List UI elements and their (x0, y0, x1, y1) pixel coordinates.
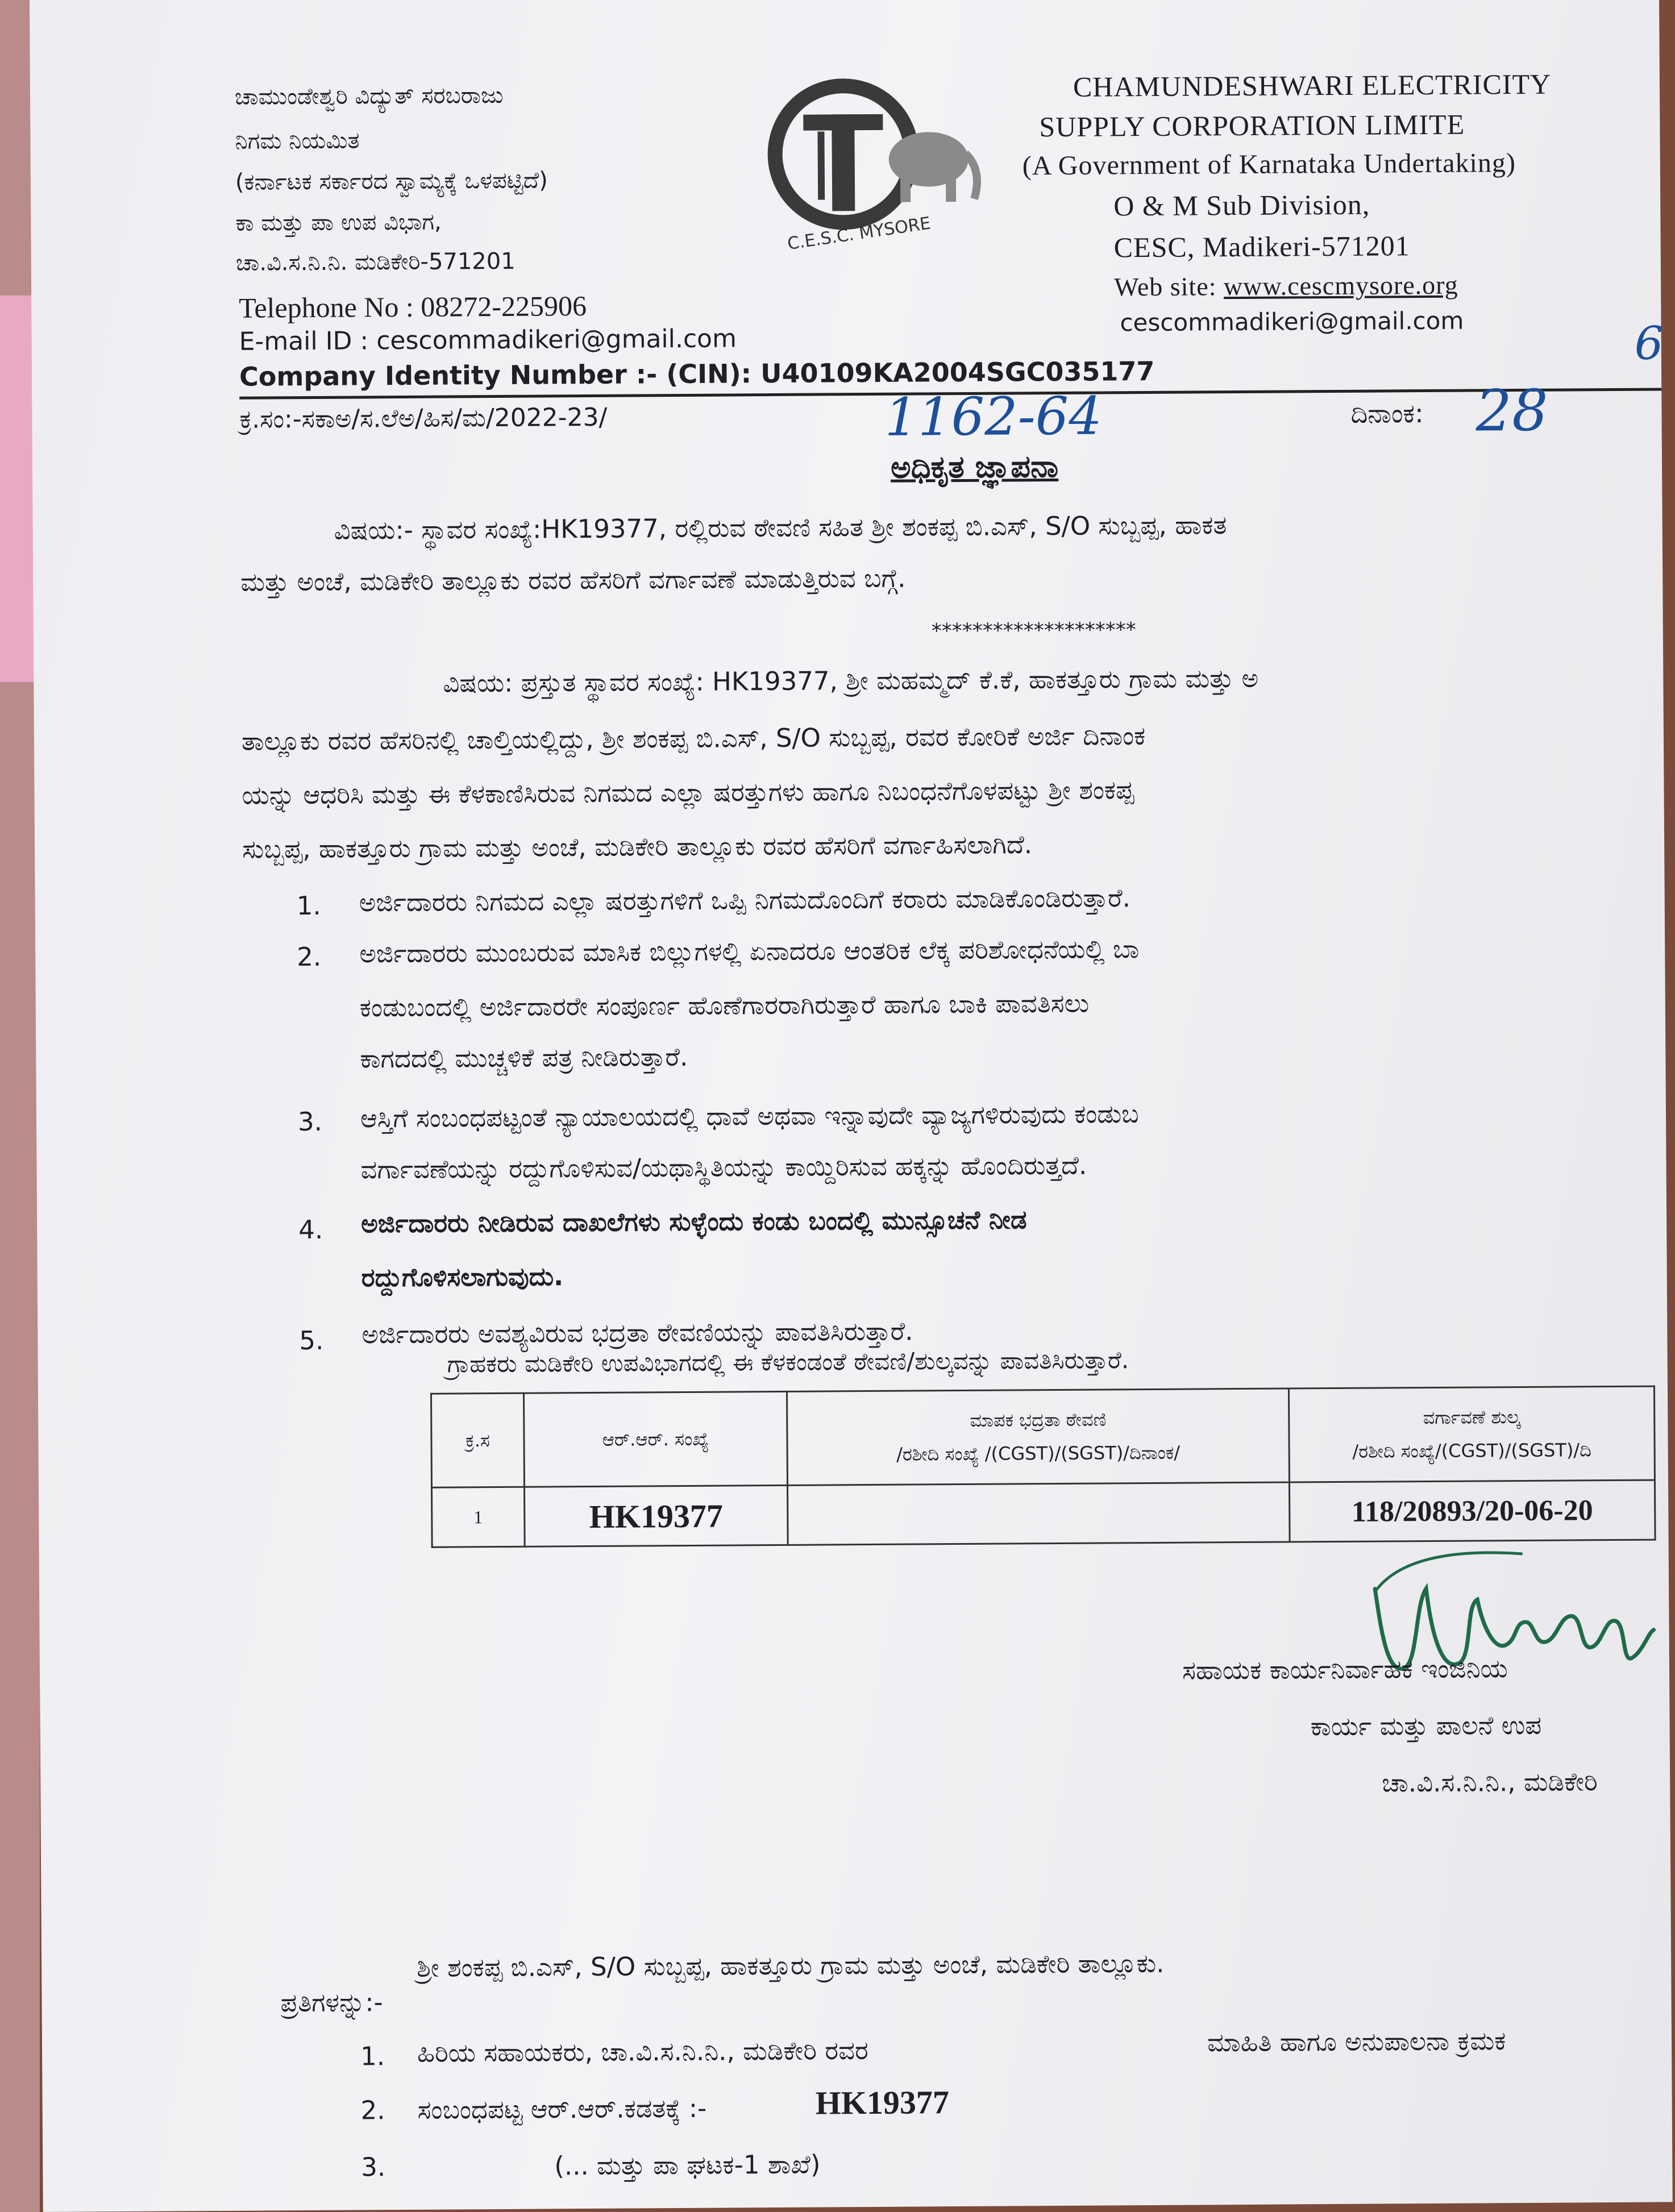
subject-line-1: ವಿಷಯ:- ಸ್ಥಾವರ ಸಂಖ್ಯೆ:HK19377, ರಲ್ಲಿರುವ ಠೇವಣಿ ಸಹಿತ ಶ್ರೀ ಶಂಕಪ್ಪ ಬಿ.ಎಸ್, S/O ಸುಬ್ಬಪ್ಪ, ಹಾಕತ (334, 510, 1227, 546)
payment-table (430, 1386, 1656, 1548)
email-left: E-mail ID : cescommadikeri@gmail.com (239, 324, 737, 356)
header-kn-line-2: ನಿಗಮ ನಿಯಮಿತ (235, 127, 360, 155)
header-en-line-3: (A Government of Karnataka Undertaking) (1022, 148, 1516, 181)
website-row (1114, 270, 1458, 302)
reference-number: ಕ್ರ.ಸಂ:-ಸಕಾಅ/ಸ.ಲೆಅ/ಹಿಸ/ಮ/2022-23/ (239, 402, 608, 434)
copy-3-number: 3. (361, 2152, 386, 2182)
website-label: Web site: (1113, 272, 1224, 302)
header-security-deposit-title: ಮಾಪಕ ಭದ್ರತಾ ಠೇವಣಿ (970, 1408, 1107, 1431)
handwritten-reference: 1162-64 (884, 385, 1103, 448)
condition-3-number: 3. (297, 1106, 323, 1137)
memo-title: ಅಧಿಕೃತ ಜ್ಞಾಪನಾ (890, 448, 1059, 485)
condition-2-number: 2. (297, 941, 322, 972)
header-transfer-fee-sub: /ರಶೀದಿ ಸಂಖ್ಯೆ/(CGST)/(SGST)/ದಿ (1352, 1439, 1591, 1462)
signatory-office: ಕಾರ್ಯ ಮತ್ತು ಪಾಲನೆ ಉಪ (1310, 1710, 1542, 1742)
header-sl-no: ಕ್ರ.ಸ (431, 1393, 524, 1487)
company-cin: Company Identity Number :- (CIN): U40109KA2004SGC035177 (239, 355, 1155, 392)
condition-4-line-2: ರದ್ದುಗೊಳಿಸಲಾಗುವುದು. (361, 1261, 564, 1293)
copy-1-number: 1. (360, 2041, 385, 2072)
signatory-designation: ಸಹಾಯಕ ಕಾರ್ಯನಿರ್ವಾಹಕ ಇಂಜಿನಿಯ (1182, 1653, 1508, 1686)
logo-text: C.E.S.C. MYSORE (786, 213, 932, 254)
condition-1-line-1: ಅರ್ಜಿದಾರರು ನಿಗಮದ ಎಲ್ಲಾ ಷರತ್ತುಗಳಿಗೆ ಒಪ್ಪಿ ನಿಗಮದೊಂದಿಗೆ ಕರಾರು ಮಾಡಿಕೊಂಡಿರುತ್ತಾರೆ. (359, 883, 1131, 918)
condition-5-number: 5. (299, 1325, 324, 1356)
date-label: ದಿನಾಂಕ: (1350, 398, 1424, 429)
para-line-3: ಯನ್ನು ಆಧರಿಸಿ ಮತ್ತು ಈ ಕೆಳಕಾಣಿಸಿರುವ ನಿಗಮದ ಎಲ್ಲಾ ಷರತ್ತುಗಳು ಹಾಗೂ ನಿಬಂಧನೆಗೊಳಪಟ್ಟು ಶ್ರೀ ಶಂಕಪ್ಪ (242, 775, 1134, 810)
document-page (30, 0, 1673, 2212)
condition-4-number: 4. (298, 1214, 323, 1245)
header-rr-number: ಆರ್.ಆರ್. ಸಂಖ್ಯೆ (523, 1391, 787, 1487)
cesc-logo (763, 73, 1009, 254)
header-kn-line-1: ಚಾಮುಂಡೇಶ್ವರಿ ವಿದ್ಯುತ್ ಸರಬರಾಜು (234, 82, 504, 110)
handwritten-date: 28 (1476, 377, 1549, 444)
header-transfer-fee-title: ವರ್ಗಾವಣೆ ಶುಲ್ಕ (1423, 1406, 1521, 1429)
header-kn-line-5: ಚಾ.ವಿ.ಸ.ನಿ.ನಿ. ಮಡಿಕೇರಿ-571201 (235, 248, 516, 276)
para-line-2: ತಾಲ್ಲೂಕು ರವರ ಹೆಸರಿನಲ್ಲಿ ಚಾಲ್ತಿಯಲ್ಲಿದ್ದು, ಶ್ರೀ ಶಂಕಪ್ಪ ಬಿ.ಎಸ್, S/O ಸುಬ್ಬಪ್ಪ, ರವರ ಕೋರಿಕೆ ಅರ್ಜಿ ದಿನಾಂಕ (241, 721, 1146, 756)
cell-transfer-fee: 118/20893/20-06-20 (1289, 1480, 1655, 1542)
condition-4-line-1: ಅರ್ಜಿದಾರರು ನೀಡಿರುವ ದಾಖಲೆಗಳು ಸುಳ್ಳೆಂದು ಕಂಡು ಬಂದಲ್ಲಿ ಮುನ್ಸೂಚನೆ ನೀಡ (361, 1204, 1027, 1239)
para-line-1: ವಿಷಯ: ಪ್ರಸ್ತುತ ಸ್ಥಾವರ ಸಂಖ್ಯೆ: HK19377, ಶ್ರೀ ಮಹಮ್ಮದ್ ಕೆ.ಕೆ, ಹಾಕತ್ತೂರು ಗ್ರಾಮ ಮತ್ತು ಅ (443, 663, 1259, 698)
header-en-line-1: CHAMUNDESHWARI ELECTRICITY (1073, 68, 1552, 103)
para-line-4: ಸುಬ್ಬಪ್ಪ, ಹಾಕತ್ತೂರು ಗ್ರಾಮ ಮತ್ತು ಅಂಚೆ, ಮಡಿಕೇರಿ ತಾಲ್ಲೂಕು ರವರ ಹೆಸರಿಗೆ ವರ್ಗಾಹಿಸಲಾಗಿದೆ. (242, 829, 1033, 864)
header-transfer-fee (1289, 1386, 1655, 1482)
cell-sl-no: 1 (432, 1487, 525, 1547)
telephone: Telephone No : 08272-225906 (239, 290, 587, 324)
website-link[interactable]: www.cescmysore.org (1223, 270, 1458, 301)
copy-2-text: ಹಿರಿಯ ಸಹಾಯಕರು, ಚಾ.ವಿ.ಸ.ನಿ.ನಿ., ಮಡಿಕೇರಿ ರವರ (417, 2035, 868, 2068)
cell-rr-number: HK19377 (524, 1485, 788, 1546)
header-kn-line-3: (ಕರ್ನಾಟಕ ಸರ್ಕಾರದ ಸ್ವಾಮ್ಯಕ್ಕೆ ಒಳಪಟ್ಟಿದೆ) (235, 167, 548, 196)
header-en-line-2: SUPPLY CORPORATION LIMITE (1039, 108, 1465, 143)
condition-2-line-1: ಅರ್ಜಿದಾರರು ಮುಂಬರುವ ಮಾಸಿಕ ಬಿಲ್ಲುಗಳಲ್ಲಿ ಏನಾದರೂ ಆಂತರಿಕ ಲೆಕ್ಕ ಪರಿಶೋಧನೆಯಲ್ಲಿ ಬಾ (359, 934, 1140, 969)
header-en-line-4: O & M Sub Division, (1113, 188, 1370, 222)
condition-2-line-3: ಕಾಗದದಲ್ಲಿ ಮುಚ್ಚಳಿಕೆ ಪತ್ರ ನೀಡಿರುತ್ತಾರೆ. (360, 1041, 688, 1074)
table-header-row (431, 1386, 1655, 1487)
condition-3-line-1: ಆಸ್ತಿಗೆ ಸಂಬಂಧಪಟ್ಟಂತೆ ನ್ಯಾಯಾಲಯದಲ್ಲಿ ಧಾವೆ ಅಥವಾ ಇನ್ನಾವುದೇ ವ್ಯಾಜ್ಯಗಳಿರುವುದು ಕಂಡುಬ (360, 1099, 1139, 1134)
condition-2-line-2: ಕಂಡುಬಂದಲ್ಲಿ ಅರ್ಜಿದಾರರೇ ಸಂಪೂರ್ಣ ಹೊಣೆಗಾರರಾಗಿರುತ್ತಾರೆ ಹಾಗೂ ಬಾಕಿ ಪಾವತಿಸಲು (359, 988, 1090, 1023)
copy-3-subline: (... ಮತ್ತು ಪಾ ಘಟಕ-1 ಶಾಖೆ) (554, 2149, 821, 2181)
header-security-deposit-sub: /ರಶೀದಿ ಸಂಖ್ಯೆ /(CGST)/(SGST)/ದಿನಾಂಕ/ (896, 1441, 1181, 1465)
copy-3-text: ಸಂಬಂಧಪಟ್ಟ ಆರ್.ಆರ್.ಕಡತಕ್ಕೆ :- (417, 2093, 707, 2125)
signatory-organisation: ಚಾ.ವಿ.ಸ.ನಿ.ನಿ., ಮಡಿಕೇರಿ (1382, 1766, 1598, 1798)
separator-stars: ******************** (931, 618, 1136, 643)
copy-2-number: 2. (360, 2095, 385, 2126)
copies-label: ಪ್ರತಿಗಳನ್ನು:- (280, 1987, 383, 2018)
corner-mark: 6 (1634, 317, 1664, 370)
copy-1-text: ಶ್ರೀ ಶಂಕಪ್ಪ ಬಿ.ಎಸ್, S/O ಸುಬ್ಬಪ್ಪ, ಹಾಕತ್ತೂರು ಗ್ರಾಮ ಮತ್ತು ಅಂಚೆ, ಮಡಿಕೇರಿ ತಾಲ್ಲೂಕು. (417, 1948, 1165, 1983)
condition-1-number: 1. (296, 890, 321, 921)
cell-security-deposit (787, 1482, 1290, 1545)
copy-3-rr-number: HK19377 (815, 2084, 950, 2122)
email-right: cescommadikeri@gmail.com (1120, 306, 1464, 337)
condition-5-line-1: ಅರ್ಜಿದಾರರು ಅವಶ್ಯವಿರುವ ಭದ್ರತಾ ಠೇವಣಿಯನ್ನು ಪಾವತಿಸಿರುತ್ತಾರೆ. (361, 1316, 913, 1350)
subject-line-2: ಮತ್ತು ಅಂಚೆ, ಮಡಿಕೇರಿ ತಾಲ್ಲೂಕು ರವರ ಹೆಸರಿಗೆ ವರ್ಗಾವಣೆ ಮಾಡುತ್ತಿರುವ ಬಗ್ಗೆ. (240, 563, 906, 597)
header-kn-line-4: ಕಾ ಮತ್ತು ಪಾ ಉಪ ವಿಭಾಗ, (235, 209, 442, 236)
condition-3-line-2: ವರ್ಗಾವಣೆಯನ್ನು ರದ್ದುಗೊಳಿಸುವ/ಯಥಾಸ್ಥಿತಿಯನ್ನು ಕಾಯ್ದಿರಿಸುವ ಹಕ್ಕನ್ನು ಹೊಂದಿರುತ್ತದೆ. (360, 1150, 1087, 1185)
copy-2-suffix: ಮಾಹಿತಿ ಹಾಗೂ ಅನುಪಾಲನಾ ಕ್ರಮಕ (1207, 2026, 1506, 2058)
header-en-line-5: CESC, Madikeri-571201 (1113, 230, 1410, 264)
table-intro: ಗ್ರಾಹಕರು ಮಡಿಕೇರಿ ಉಪವಿಭಾಗದಲ್ಲಿ ಈ ಕೆಳಕಂಡಂತೆ ಠೇವಣಿ/ಶುಲ್ಕವನ್ನು ಪಾವತಿಸಿರುತ್ತಾರೆ. (447, 1346, 1129, 1378)
header-security-deposit (787, 1388, 1289, 1485)
pink-paper-edge (0, 296, 34, 682)
